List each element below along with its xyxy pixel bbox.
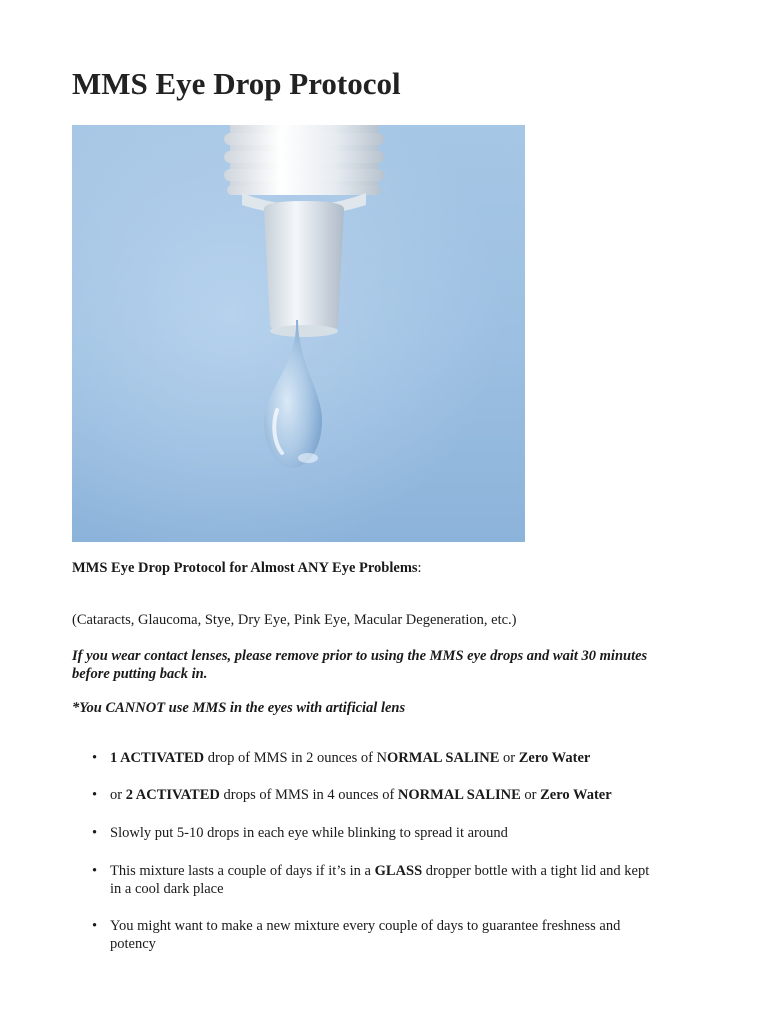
- list-item: • or 2 ACTIVATED drops of MMS in 4 ounces of NORMAL SALINE or Zero Water: [92, 787, 612, 803]
- intro-bold: MMS Eye Drop Protocol for Almost ANY Eye Problems: [72, 560, 418, 576]
- bullet-icon: •: [92, 863, 98, 879]
- page-title: MMS Eye Drop Protocol: [72, 66, 401, 101]
- intro-line: [72, 559, 422, 577]
- contact-lens-warning: If you wear contact lenses, please remove prior to using the MMS eye drops and wait 30 minutes before putting back in.: [72, 648, 648, 682]
- bullet-icon: •: [92, 825, 98, 841]
- bullet-icon: •: [92, 787, 98, 803]
- bullet-icon: •: [92, 750, 98, 766]
- list-item: • Slowly put 5-10 drops in each eye while blinking to spread it around: [92, 825, 508, 841]
- eye-dropper-image: [72, 125, 525, 542]
- bullet-icon: •: [92, 918, 98, 934]
- list-item: • You might want to make a new mixture every couple of days to guarantee freshness and potency: [92, 918, 621, 952]
- conditions-list: (Cataracts, Glaucoma, Stye, Dry Eye, Pink Eye, Macular Degeneration, etc.): [72, 612, 517, 628]
- artificial-lens-warning: *You CANNOT use MMS in the eyes with artificial lens: [72, 700, 406, 716]
- intro-colon: :: [417, 560, 422, 576]
- list-item: • 1 ACTIVATED drop of MMS in 2 ounces of NORMAL SALINE or Zero Water: [92, 750, 591, 766]
- list-item: • This mixture lasts a couple of days if it’s in a GLASS dropper bottle with a tight lid and kept in a cool dark place: [92, 863, 650, 897]
